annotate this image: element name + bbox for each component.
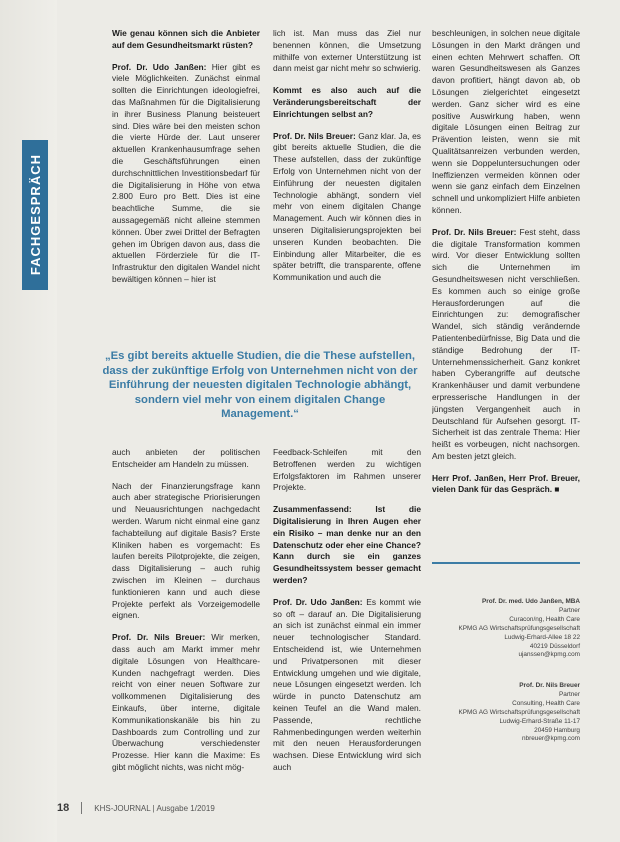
answer-paragraph: Nach der Finanzierungsfrage kann auch aber strategische Priorisierungen und Neuausrichtungen nachgedacht werden. Warum nicht einmal eine ganz fachabteilung auf digitale Basis? Erste Kliniken haben es vorgemacht: Es laufen bereits Pilotprojekte, die zeigen, dass Digitalisierung – auch ruhig zwischen im Kleinen – durchaus funktionieren kann und auch diese Projekte perfekt als Vorzeigemodelle eignen. <box>112 480 260 621</box>
contact-name: Prof. Dr. Nils Breuer <box>519 682 580 689</box>
interview-answer <box>273 597 421 774</box>
column-1-top <box>112 28 260 336</box>
interview-answer <box>273 131 421 284</box>
contact-street: Ludwig-Erhard-Allee 18 22 <box>504 633 580 641</box>
interview-answer <box>112 632 260 774</box>
answer-text: Hier gibt es viele Möglichkeiten. Zunächst einmal sollten die Einrichtungen ideologiefrei, das Maßnahmen für die Digitalisierung in ihrer Business Planung beisteuert sind. Dies wäre bei den meisten schon die vierte Hürde der. Laut unserer aktuellen Krankenhausumfrage sehen die Geschäftsführungen einen durchschnittlichen Investitionsbedarf für die Digitalisierung in Höhe von etwa 2.800 Euro pro Bett. Dies ist eine beachtliche Summe, die sie aussagegemäß nicht alleine stemmen können. Über zwei Drittel der Befragten gehen im Übrigen davon aus, dass die aktuellen Förderziele für die IT-Infrastruktur den digitalen Wandel nicht bewältigen können – hier ist <box>112 61 260 284</box>
page-number: 18 <box>57 802 70 814</box>
closing-thanks: Herr Prof. Janßen, Herr Prof. Breuer, vielen Dank für das Gespräch. ■ <box>432 472 580 495</box>
page-footer <box>57 800 457 816</box>
contact-city: 40219 Düsseldorf <box>529 642 580 650</box>
speaker-name: Prof. Dr. Udo Janßen: <box>112 61 207 72</box>
answer-continuation: beschleunigen, in solchen neue digitale Lösungen in den Markt drängen und einen echten Mehrwert schaffen. Oft waren Gesundheitswesen als Ganzes davon profitiert, hängt davon ab, ob Lösungen zielgerichtet eingesetzt werden. Ganz sicher wird es eine positive Auswirkung haben, wenn digitale Lösungen einen Beitrag zur Prävention leisten, wenn sie mit Qualitätsanreizen verbunden werden, wenn sie Doppeluntersuchungen oder Ineffizienzen vermeiden können oder wenn sie ganz einfach dem Einzelnen schnell und unkompliziert Hilfe anbieten können. <box>432 28 580 215</box>
speaker-name: Prof. Dr. Nils Breuer: <box>112 632 206 643</box>
contact-box-breuer <box>432 682 580 744</box>
contact-role: Partner <box>559 690 580 698</box>
answer-continuation: auch anbieten der politischen Entscheider am Handeln zu müssen. <box>112 447 260 469</box>
answer-continuation: Feedback-Schleifen mit den Betroffenen werden zu wichtigen Erfolgsfaktoren im Rahmen unserer Projekte. <box>273 447 421 493</box>
contact-role: Partner <box>559 606 580 614</box>
contact-email[interactable]: nbreuer@kpmg.com <box>522 735 580 743</box>
column-3 <box>432 28 580 533</box>
answer-text: Es kommt wie so oft – darauf an. Die Digitalisierung an sich ist zunächst einmal ein immer neuer technologischer Standard. Entscheidend ist, wie Unternehmen und Privatpersonen mit dieser Entwicklung umgehen und wie digitale, neue Lösungen eingesetzt werden. Ich würde in puncto Datenschutz am keinen Teufel an die Wand malen. Passende, rechtliche Rahmenbedingungen werden weiterhin mit den neuen Herausforderungen wachsen. Diese Entwicklung wird sich auch <box>273 596 421 772</box>
column-1-bottom <box>112 447 260 832</box>
contact-firm: KPMG AG Wirtschaftsprüfungsgesellschaft <box>458 708 580 716</box>
contact-street: Ludwig-Erhard-Straße 11-17 <box>499 717 580 725</box>
interview-answer <box>432 227 580 463</box>
speaker-name: Prof. Dr. Nils Breuer: <box>273 130 356 141</box>
divider-line <box>432 562 580 564</box>
contact-city: 20459 Hamburg <box>534 726 580 734</box>
answer-text: Ganz klar. Ja, es gibt bereits aktuelle Studien, die die These aufstellen, dass der zukünftige Erfolg von Unternehmen nicht von der Einführung der neuesten digitalen Technologie abhängt, sondern viel mehr von einem digitalen Change Management. Auch wir können dies in unseren Digitalisierungsprojekten bei unseren Kunden beobachten. Die Einbindung aller Mitarbeiter, die es später betrifft, die transparente, offene Kommunikation und auch die <box>273 130 421 283</box>
interview-question: Kommt es also auch auf die Veränderungsbereitschaft der Einrichtungen selbst an? <box>273 85 421 119</box>
contact-name: Prof. Dr. med. Udo Janßen, MBA <box>482 598 580 605</box>
answer-text: Fest steht, dass die digitale Transformation kommen wird. Vor dieser Entwicklung sollten sich die Unternehmen im Gesundheitswesen nicht verschließen. Es kommen auch so einige große Herausforderungen auf die Einrichtungen zu: demografischer Wandel, sich ständig verändernde Patientenbedürfnisse, Big Data und die ständige Bedrohung der IT-Unternehmenssicherheit. Ganz konkret haben Cyberangriffe auf deutsche Krankenhäuser und damit verbundene erpresserische Handlungen in der jüngsten Vergangenheit auch in Deutschland für Aufsehen gesorgt. IT-Sicherheit ist das zentrale Thema: Hier heißt es vorbeugen, nicht nachsorgen. Am besten jetzt gleich. <box>432 226 580 461</box>
answer-text: Wir merken, dass auch am Markt immer mehr digitale Lösungen von Healthcare-Kunden nachgefragt werden. Dies reicht von einer neuen Software zur vollkommenen Digitalisierung des Einkaufs, über interne, digitale Kommunikationskanäle bis hin zu Dashboards zum Controlling und zur Überwachung verschiedenster Prozesse. Hier kann die Maxime: Es gibt möglicht nichts, was nicht mög- <box>112 632 260 772</box>
contact-box-janssen <box>432 598 580 660</box>
interview-answer <box>112 62 260 286</box>
interview-question: Zusammenfassend: Ist die Digitalisierung in Ihren Augen eher ein Risiko – man denke nur an den Datenschutz oder eher eine Chance? Kann durch sie ein ganzes Gesundheitssystem besser gemacht werden? <box>273 504 421 585</box>
answer-continuation: lich ist. Man muss das Ziel nur benennen können, die Umsetzung mithilfe von externer Unterstützung ist dann meist gar nicht mehr so schwierig. <box>273 28 421 74</box>
section-tab <box>22 140 48 290</box>
contact-email[interactable]: ujanssen@kpmg.com <box>518 651 580 659</box>
section-label: FACHGESPRÄCH <box>27 154 43 276</box>
pull-quote: „Es gibt bereits aktuelle Studien, die die These aufstellen, dass der zukünftige Erfolg von Unternehmen nicht von der Einführung der neuesten digitalen Technologie abhängt, sondern viel mehr von einem digitalen Change Management.“ <box>100 345 420 439</box>
page-sidebar <box>0 0 57 842</box>
column-2-bottom <box>273 447 421 832</box>
contact-firm: KPMG AG Wirtschaftsprüfungsgesellschaft <box>458 624 580 632</box>
interview-question: Wie genau können sich die Anbieter auf dem Gesundheitsmarkt rüsten? <box>112 28 260 50</box>
contact-company: Consulting, Health Care <box>512 699 580 707</box>
speaker-name: Prof. Dr. Nils Breuer: <box>432 226 517 237</box>
footer-divider <box>81 802 82 814</box>
contact-company: Curacon/ng, Health Care <box>509 615 580 623</box>
column-2-top <box>273 28 421 336</box>
publication-name: KHS-JOURNAL | Ausgabe 1/2019 <box>94 803 215 813</box>
speaker-name: Prof. Dr. Udo Janßen: <box>273 596 363 607</box>
